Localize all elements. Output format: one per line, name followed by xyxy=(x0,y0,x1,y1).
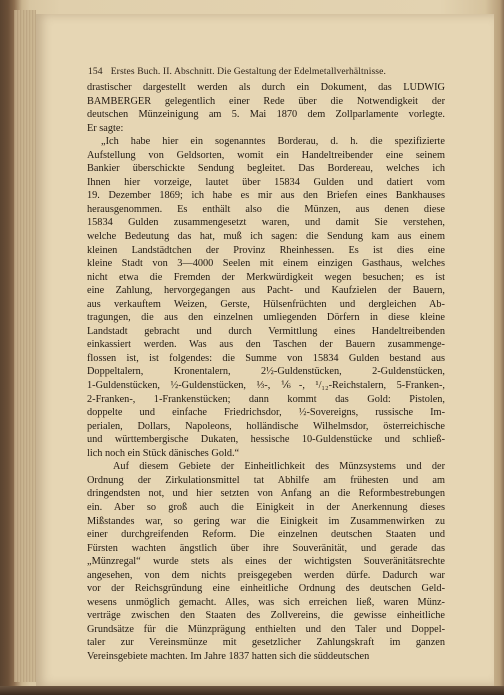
text-line: Bankier überschickte Sendung begleitet. Das Bordereau, welches ich xyxy=(87,163,445,175)
text-line: Fürsten wachten ängstlich über ihre Souveränität, und gerade das xyxy=(87,542,445,554)
text-line: doppelte und einfache Friedrichsdor, ½-Sovereigns, russische Im- xyxy=(87,407,445,419)
text-line: 1-Guldenstücken, ½-Guldenstücken, ⅓-, ⅙-, ¹/₁₂-Reichstalern, 5-Franken-, xyxy=(87,380,445,392)
text-line: Mißstandes war, so gering war die Einigkeit im Zusammenwirken zu xyxy=(87,515,445,527)
text-line: deutschen Münzeinigung am 5. Mai 1870 dem Zollparlamente vorlegte. xyxy=(87,109,445,121)
text-line: 2-Franken-, 1-Frankenstücken; dann kommt das Gold: Pistolen, xyxy=(87,393,445,405)
text-line: dringendsten not, und hier setzten von Anfang an die Reformbestrebungen xyxy=(87,488,445,500)
text-line: 19. Dezember 1869; ich habe es mir aus den Briefen eines Bankhauses xyxy=(87,190,445,202)
text-line: Aufstellung von Geldsorten, womit ein Handeltreibender eine seinem xyxy=(87,149,445,161)
text-line: Doppeltalern, Kronentalern, 2½-Guldenstücken, 2-Guldenstücken, xyxy=(87,366,445,378)
text-line: herausgenommen. Es enthält also die Münzen, aus denen diese xyxy=(87,203,445,215)
paragraph xyxy=(87,135,445,460)
text-line: Ordnung der Zirkulationsmittel tat Abhilfe am frühesten und am xyxy=(87,474,445,486)
text-line: Vereinsgebiete machten. Im Jahre 1837 hatten sich die süddeutschen xyxy=(87,650,370,662)
text-line: angesehen, von dem nichts preisgegeben werden dürfe. Dadurch war xyxy=(87,569,445,581)
text-line: einer durchgreifenden Reform. Die einzelnen deutschen Staaten und xyxy=(87,529,445,541)
text-line: aus verkauftem Weizen, Gerste, Hülsenfrüchten und dergleichen Ab- xyxy=(87,298,445,310)
text-line: kleine Stadt von 3—4000 Seelen mit einem einzigen Gasthaus, welches xyxy=(87,258,445,270)
text-line: tragungen, die aus den einzelnen umliegenden Dörfern in diese kleine xyxy=(87,312,445,324)
text-line: perialen, Dollars, Napoleons, holländische Wilhelmsdor, österreichische xyxy=(87,420,445,432)
text-line: wesens unmöglich gemacht. Alles, was sich erreichen ließ, waren Münz- xyxy=(87,596,445,608)
text-line: kleinen Landstädtchen der Provinz Rheinhessen. Es ist dies eine xyxy=(87,244,445,256)
running-header xyxy=(88,66,478,77)
body-text xyxy=(87,81,445,664)
text-line: Ihnen hier vorzeige, lautet über 15834 Gulden und datiert vom xyxy=(87,176,445,188)
text-line: drastischer dargestellt werden als durch ein Dokument, das LUDWIG xyxy=(87,82,445,93)
text-line: einkassiert werden. Was aus den Taschen der Bauern zusammenge- xyxy=(87,339,445,351)
text-line: flossen ist, ist folgendes: die Summe von 15834 Gulden bestand aus xyxy=(87,352,445,364)
text-line: nicht etwa die Fremden der Merkwürdigkeit wegen besuchen; es ist xyxy=(87,271,445,283)
text-line: verträge zwischen den Staaten des Zollvereins, die gewisse einheitliche xyxy=(87,610,445,622)
running-title: Erstes Buch. II. Abschnitt. Die Gestaltung der Edelmetallverhältnisse. xyxy=(110,66,386,77)
text-line: Auf diesem Gebiete der Einheitlichkeit des Münzsystems und der xyxy=(113,461,445,473)
text-line: und württembergische Dukaten, hessische 10-Guldenstücke und schließ- xyxy=(87,434,445,446)
text-line: „Ich habe hier ein sogenanntes Borderau, d. h. die spezifizierte xyxy=(101,136,445,148)
scan-bottom-edge xyxy=(0,686,504,695)
text-line: Landstadt gebracht und durch Vermittlung eines Handeltreibenden xyxy=(87,325,445,337)
text-line: welche Bedeutung das hat, muß ich sagen: die Sendung kam aus einem xyxy=(87,231,445,243)
text-line: ein. Aber so groß auch die Einigkeit in der Anerkennung dieses xyxy=(87,501,445,513)
paragraph xyxy=(87,460,445,663)
text-line: BAMBERGER gelegentlich einer Rede über die Notwendigkeit der xyxy=(87,95,445,107)
text-line: vor der Reichsgründung eine einheitliche Ordnung des deutschen Geld- xyxy=(87,583,445,595)
text-line: „Münzregal“ wurde stets als eines der wichtigsten Souveränitätsrechte xyxy=(87,556,445,568)
paragraph xyxy=(87,81,445,135)
text-line: Er sagte: xyxy=(87,122,124,134)
page-number: 154 xyxy=(88,66,103,77)
page-edges xyxy=(14,10,36,682)
text-line: taler zur Vereinsmünze mit gesetzlicher Zahlungskraft im ganzen xyxy=(87,637,445,649)
text-line: lich noch ein Stück dänisches Gold.“ xyxy=(87,447,240,459)
text-line: 15834 Gulden zusammengesetzt waren, und damit Sie verstehen, xyxy=(87,217,445,229)
text-line: eine Zahlung, hervorgegangen aus Pacht- und Kaufzielen der Bauern, xyxy=(87,285,445,297)
text-line: Grundsätze für die Münzprägung enthielten und den Taler und Doppel- xyxy=(87,623,445,635)
